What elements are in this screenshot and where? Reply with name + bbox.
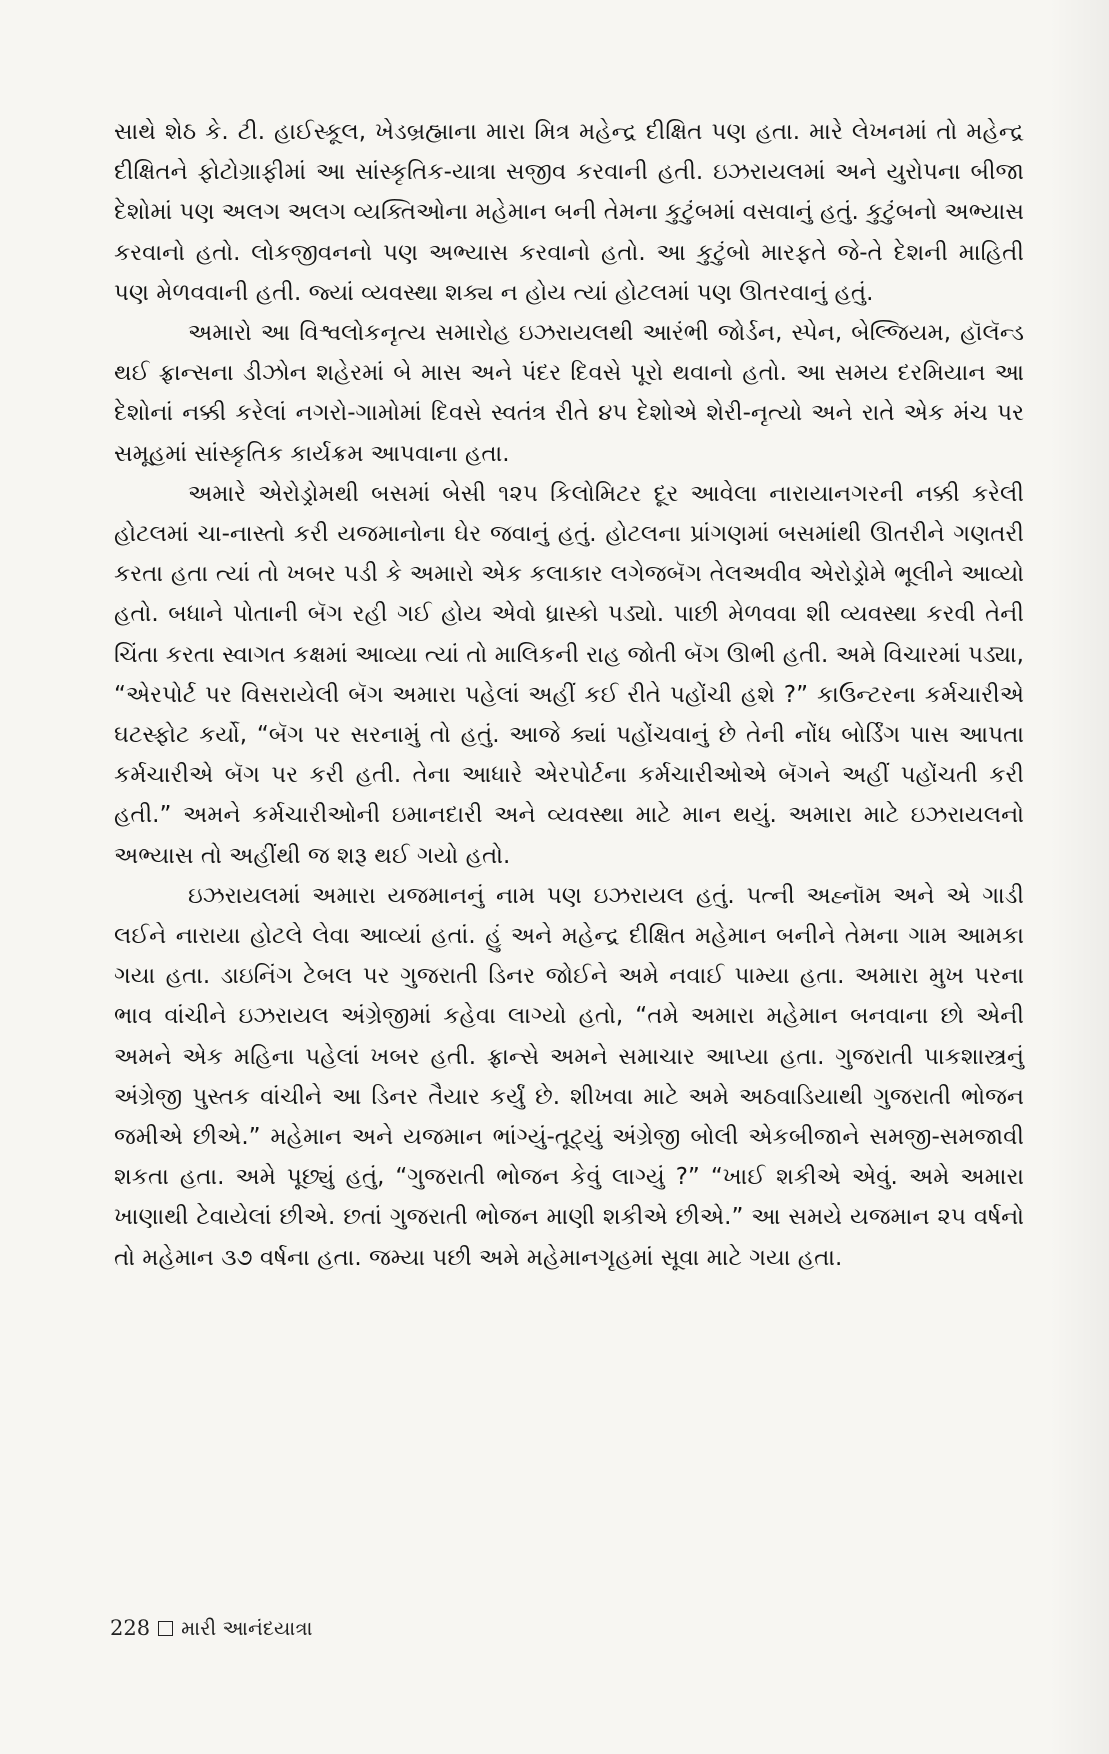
paragraph-1: સાથે શેઠ કે. ટી. હાઈસ્કૂલ, ખેડબ્રહ્માના મારા મિત્ર મહેન્દ્ર દીક્ષિત પણ હતા. મારે લેખનમાં તો મહેન્દ્ર દીક્ષિતને ફોટોગ્રાફીમાં આ સાંસ્કૃતિક-યાત્રા સજીવ કરવાની હતી. ઇઝરાયલમાં અને યુરોપના બીજા દેશોમાં પણ અલગ અલગ વ્યક્તિઓના મહેમાન બની તેમના કુટુંબમાં વસવાનું હતું. કુટુંબનો અભ્યાસ કરવાનો હતો. લોકજીવનનો પણ અભ્યાસ કરવાનો હતો. આ કુટુંબો મારફતે જે-તે દેશની માહિતી પણ મેળવવાની હતી. જ્યાં વ્યવસ્થા શક્ય ન હોય ત્યાં હોટલમાં પણ ઊતરવાનું હતું. <box>114 119 1024 306</box>
page-edge-shadow <box>1049 0 1109 1754</box>
paragraph-3: અમારે એરોડ્રોમથી બસમાં બેસી ૧૨૫ કિલોમિટર દૂર આવેલા નારાયાનગરની નક્કી કરેલી હોટલમાં ચા-નાસ્તો કરી યજમાનોના ઘેર જવાનું હતું. હોટલના પ્રાંગણમાં બસમાંથી ઊતરીને ગણતરી કરતા હતા ત્યાં તો ખબર પડી કે અમારો એક કલાકાર લગેજબૅગ તેલઅવીવ એરોડ્રોમે ભૂલીને આવ્યો હતો. બધાને પોતાની બૅગ રહી ગઈ હોય એવો ધ્રાસ્કો પડ્યો. પાછી મેળવવા શી વ્યવસ્થા કરવી તેની ચિંતા કરતા સ્વાગત કક્ષમાં આવ્યા ત્યાં તો માલિકની રાહ જોતી બૅગ ઊભી હતી. અમે વિચારમાં પડ્યા, “એરપોર્ટ પર વિસરાયેલી બૅગ અમારા પહેલાં અહીં કઈ રીતે પહોંચી હશે ?” કાઉન્ટરના કર્મચારીએ ઘટસ્ફોટ કર્યો, “બૅગ પર સરનામું તો હતું. આજે ક્યાં પહોંચવાનું છે તેની નોંધ બોર્ડિંગ પાસ આપતા કર્મચારીએ બૅગ પર કરી હતી. તેના આધારે એરપોર્ટના કર્મચારીઓએ બૅગને અહીં પહોંચતી કરી હતી.” અમને કર્મચારીઓની ઇમાનદારી અને વ્યવસ્થા માટે માન થયું. અમારા માટે ઇઝરાયલનો અભ્યાસ તો અહીંથી જ શરૂ થઈ ગયો હતો. <box>114 480 1024 869</box>
square-separator-icon <box>158 1621 173 1636</box>
book-title: મારી આનંદયાત્રા <box>181 1616 313 1640</box>
paragraph-2: અમારો આ વિશ્વલોકનૃત્ય સમારોહ ઇઝરાયલથી આરંભી જોર્ડન, સ્પેન, બેલ્જિયમ, હૉલૅન્ડ થઈ ફ્રાન્સના ડીઝોન શહેરમાં બે માસ અને પંદર દિવસે પૂરો થવાનો હતો. આ સમય દરમિયાન આ દેશોનાં નક્કી કરેલાં નગરો-ગામોમાં દિવસે સ્વતંત્ર રીતે ૪૫ દેશોએ શેરી-નૃત્યો અને રાતે એક મંચ પર સમૂહમાં સાંસ્કૃતિક કાર્યક્રમ આપવાના હતા. <box>114 320 1024 467</box>
page-footer <box>110 1616 313 1640</box>
body-text <box>114 112 1024 1278</box>
paragraph-4: ઇઝરાયલમાં અમારા યજમાનનું નામ પણ ઇઝરાયલ હતું. પત્ની અહ્નૉમ અને એ ગાડી લઈને નારાયા હોટલે લેવા આવ્યાં હતાં. હું અને મહેન્દ્ર દીક્ષિત મહેમાન બનીને તેમના ગામ આમકા ગયા હતા. ડાઇનિંગ ટેબલ પર ગુજરાતી ડિનર જોઈને અમે નવાઈ પામ્યા હતા. અમારા મુખ પરના ભાવ વાંચીને ઇઝરાયલ અંગ્રેજીમાં કહેવા લાગ્યો હતો, “તમે અમારા મહેમાન બનવાના છો એની અમને એક મહિના પહેલાં ખબર હતી. ફ્રાન્સે અમને સમાચાર આપ્યા હતા. ગુજરાતી પાકશાસ્ત્રનું અંગ્રેજી પુસ્તક વાંચીને આ ડિનર તૈયાર કર્યું છે. શીખવા માટે અમે અઠવાડિયાથી ગુજરાતી ભોજન જમીએ છીએ.” મહેમાન અને યજમાન ભાંગ્યું-તૂટ્યું અંગ્રેજી બોલી એકબીજાને સમજી-સમજાવી શકતા હતા. અમે પૂછ્યું હતું, “ગુજરાતી ભોજન કેવું લાગ્યું ?” “ખાઈ શકીએ એવું. અમે અમારા ખાણાથી ટેવાયેલાં છીએ. છતાં ગુજરાતી ભોજન માણી શકીએ છીએ.” આ સમયે યજમાન ૨૫ વર્ષનો તો મહેમાન ૩૭ વર્ષના હતા. જમ્યા પછી અમે મહેમાનગૃહમાં સૂવા માટે ગયા હતા. <box>114 882 1024 1271</box>
page-number: 228 <box>110 1616 151 1640</box>
